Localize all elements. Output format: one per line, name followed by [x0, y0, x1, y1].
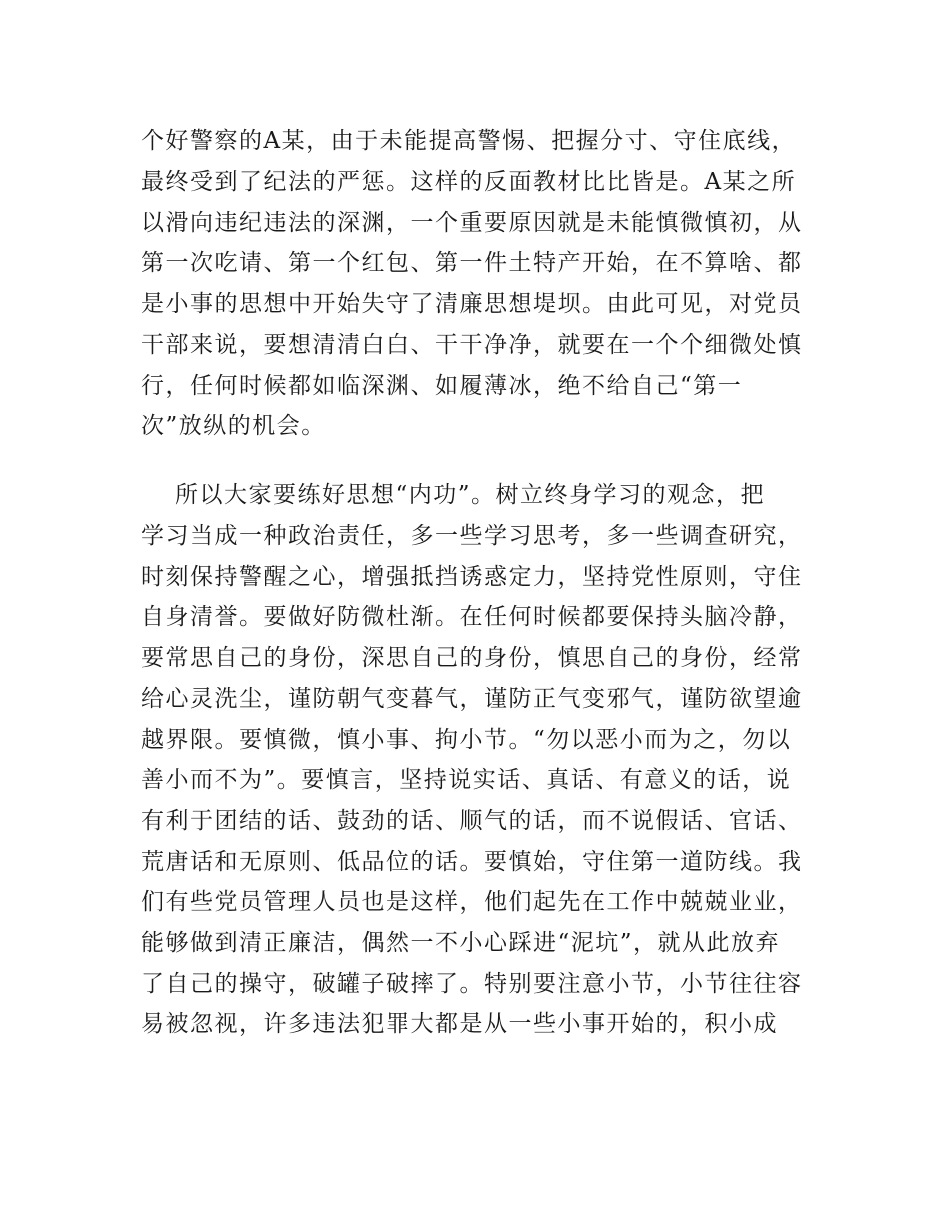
paragraph-1-line-1: 个好警察的A某，由于未能提高警惕、把握分寸、守住底线，	[141, 128, 797, 154]
paragraph-2-line-3: 时刻保持警醒之心，增强抵挡诱惑定力，坚持党性原则，守住	[141, 564, 803, 590]
paragraph-2-line-4: 自身清誉。要做好防微杜渐。在任何时候都要保持头脑冷静，	[141, 604, 803, 630]
paragraph-2-line-13: 了自己的操守，破罐子破摔了。特别要注意小节，小节往往容	[141, 971, 803, 997]
paragraph-2-line-10: 荒唐话和无原则、低品位的话。要慎始，守住第一道防线。我	[141, 849, 803, 875]
paragraph-2-line-9: 有利于团结的话、鼓劲的话、顺气的话，而不说假话、官话、	[141, 808, 803, 834]
paragraph-2-line-2: 学习当成一种政治责任，多一些学习思考，多一些调查研究，	[141, 523, 803, 549]
paragraph-2-line-5: 要常思自己的身份，深思自己的身份，慎思自己的身份，经常	[141, 645, 803, 671]
paragraph-2-line-11: 们有些党员管理人员也是这样，他们起先在工作中兢兢业业，	[141, 889, 803, 915]
paragraph-2-line-1: 所以大家要练好思想“内功”。树立终身学习的观念，把	[175, 482, 766, 508]
paragraph-1-line-8: 次”放纵的机会。	[141, 413, 326, 439]
paragraph-1-line-2: 最终受到了纪法的严惩。这样的反面教材比比皆是。A某之所	[141, 169, 797, 195]
paragraph-2-line-12: 能够做到清正廉洁，偶然一不小心踩进“泥坑”，就从此放弃	[141, 930, 781, 956]
paragraph-2-line-8: 善小而不为”。要慎言，坚持说实话、真话、有意义的话，说	[141, 767, 792, 793]
paragraph-1-line-4: 第一次吃请、第一个红包、第一件土特产开始，在不算啥、都	[141, 250, 803, 276]
paragraph-2-line-14: 易被忽视，许多违法犯罪大都是从一些小事开始的，积小成	[141, 1011, 778, 1037]
paragraph-1-line-6: 干部来说，要想清清白白、干干净净，就要在一个个细微处慎	[141, 332, 803, 358]
paragraph-1-line-5: 是小事的思想中开始失守了清廉思想堤坝。由此可见，对党员	[141, 291, 803, 317]
paragraph-1-line-7: 行，任何时候都如临深渊、如履薄冰，绝不给自己“第一	[141, 373, 743, 399]
paragraph-1-line-3: 以滑向违纪违法的深渊，一个重要原因就是未能慎微慎初，从	[141, 210, 803, 236]
paragraph-2-line-6: 给心灵洗尘，谨防朝气变暮气，谨防正气变邪气，谨防欲望逾	[141, 686, 803, 712]
paragraph-2-line-7: 越界限。要慎微，慎小事、拘小节。“勿以恶小而为之，勿以	[141, 727, 792, 753]
